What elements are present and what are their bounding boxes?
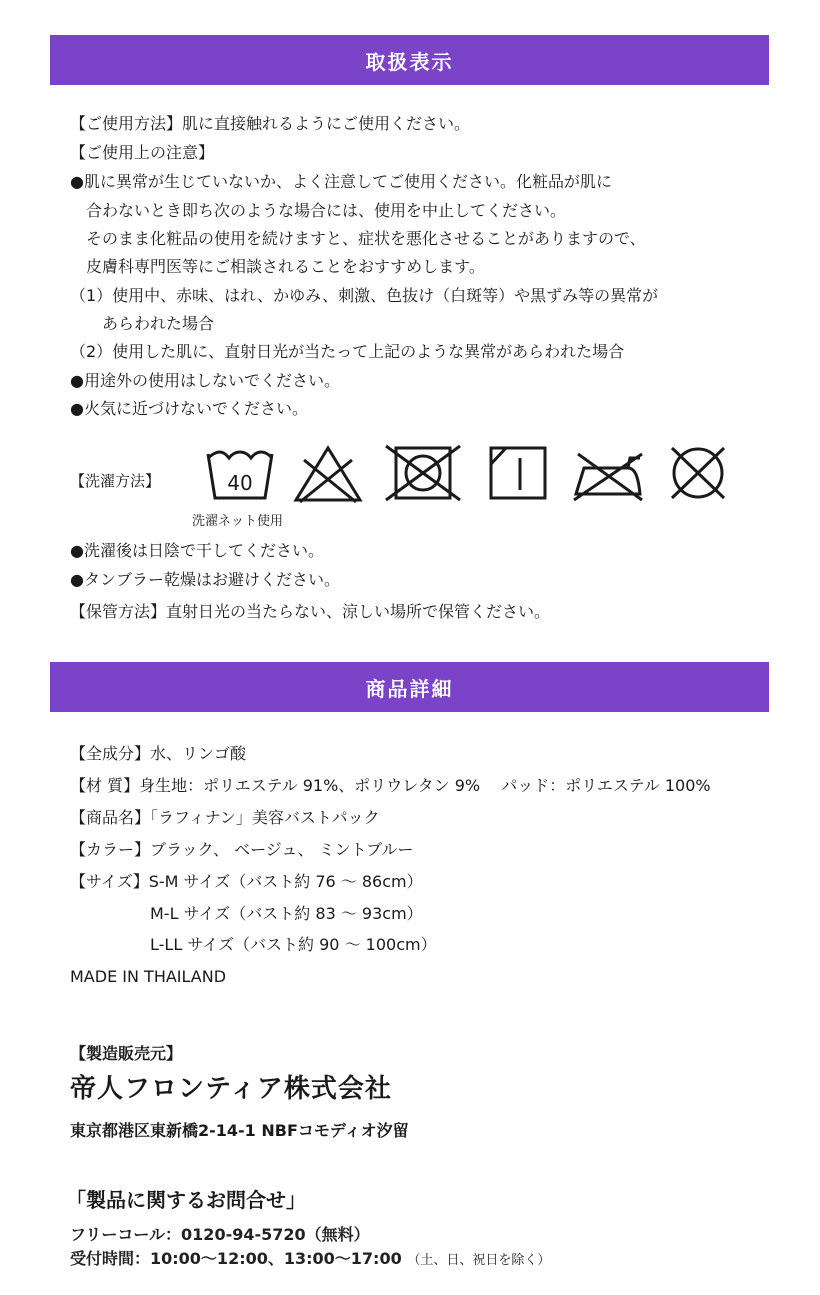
storage-line: 【保管方法】直射日光の当たらない、涼しい場所で保管ください。	[70, 602, 551, 621]
detail-line: 【サイズ】S-M サイズ（バスト約 76 ～ 86cm）	[70, 872, 423, 891]
after-line: ●洗濯後は日陰で干してください。	[70, 541, 324, 560]
care-line: 合わないとき即ち次のような場合には、使用を中止してください。	[70, 201, 567, 220]
care-line: （1）使用中、赤味、はれ、かゆみ、刺激、色抜け（白斑等）や黒ずみ等の異常が	[70, 286, 659, 305]
detail-line: 【カラー】ブラック、 ベージュ、 ミントブルー	[70, 840, 414, 859]
detail-line: L-LL サイズ（バスト約 90 ～ 100cm）	[70, 935, 437, 954]
hours-line	[70, 1246, 550, 1269]
no-tumble-dry-icon	[382, 444, 462, 502]
freecall-line: フリーコール：0120-94-5720（無料）	[70, 1225, 370, 1244]
washtub-40-icon	[205, 448, 275, 503]
wash-instructions	[70, 440, 770, 530]
no-iron-icon	[570, 444, 646, 502]
detail-line: MADE IN THAILAND	[70, 967, 227, 986]
hours-text: 受付時間：10:00～12:00、13:00～17:00	[70, 1249, 402, 1268]
detail-line: 【全成分】水、リンゴ酸	[70, 744, 247, 763]
company-address: 東京都港区東新橋2-14-1 NBFコモディオ汐留	[70, 1121, 409, 1140]
care-line: ●肌に異常が生じていないか、よく注意してご使用ください。化粧品が肌に	[70, 172, 612, 191]
care-heading: 取扱表示	[365, 49, 454, 74]
no-bleach-icon	[292, 444, 364, 504]
care-line: ●用途外の使用はしないでください。	[70, 371, 340, 390]
detail-line: 【商品名】「ラフィナン」美容バストパック	[70, 808, 380, 827]
care-line: そのまま化粧品の使用を続けますと、症状を悪化させることがありますので、	[70, 229, 646, 248]
detail-line: 【材 質】身生地：ポリエステル 91%、ポリウレタン 9% パッド：ポリエステル 100%	[70, 776, 711, 795]
wash-label: 【洗濯方法】	[70, 472, 161, 490]
inquiry-title: 「製品に関するお問合せ」	[66, 1188, 306, 1212]
line-dry-shade-icon	[488, 444, 548, 502]
company-name: 帝人フロンティア株式会社	[70, 1074, 392, 1104]
care-line: あらわれた場合	[70, 314, 215, 333]
care-line: 【ご使用方法】肌に直接触れるようにご使用ください。	[70, 114, 471, 133]
detail-line: M-L サイズ（バスト約 83 ～ 93cm）	[70, 904, 423, 923]
care-heading-band	[50, 35, 769, 85]
wash-temp: 40	[227, 471, 253, 495]
details-heading: 商品詳細	[365, 676, 454, 701]
care-line: 皮膚科専門医等にご相談されることをおすすめします。	[70, 257, 485, 276]
hours-note: （土、日、祝日を除く）	[407, 1253, 551, 1268]
wash-note: 洗濯ネット使用	[192, 514, 284, 529]
care-line: （2）使用した肌に、直射日光が当たって上記のような異常があらわれた場合	[70, 342, 625, 361]
maker-label: 【製造販売元】	[70, 1044, 183, 1063]
care-line: ●火気に近づけないでください。	[70, 399, 308, 418]
care-line: 【ご使用上の注意】	[70, 143, 215, 162]
no-dry-clean-icon	[666, 444, 730, 502]
details-heading-band	[50, 662, 769, 712]
after-line: ●タンブラー乾燥はお避けください。	[70, 570, 340, 589]
